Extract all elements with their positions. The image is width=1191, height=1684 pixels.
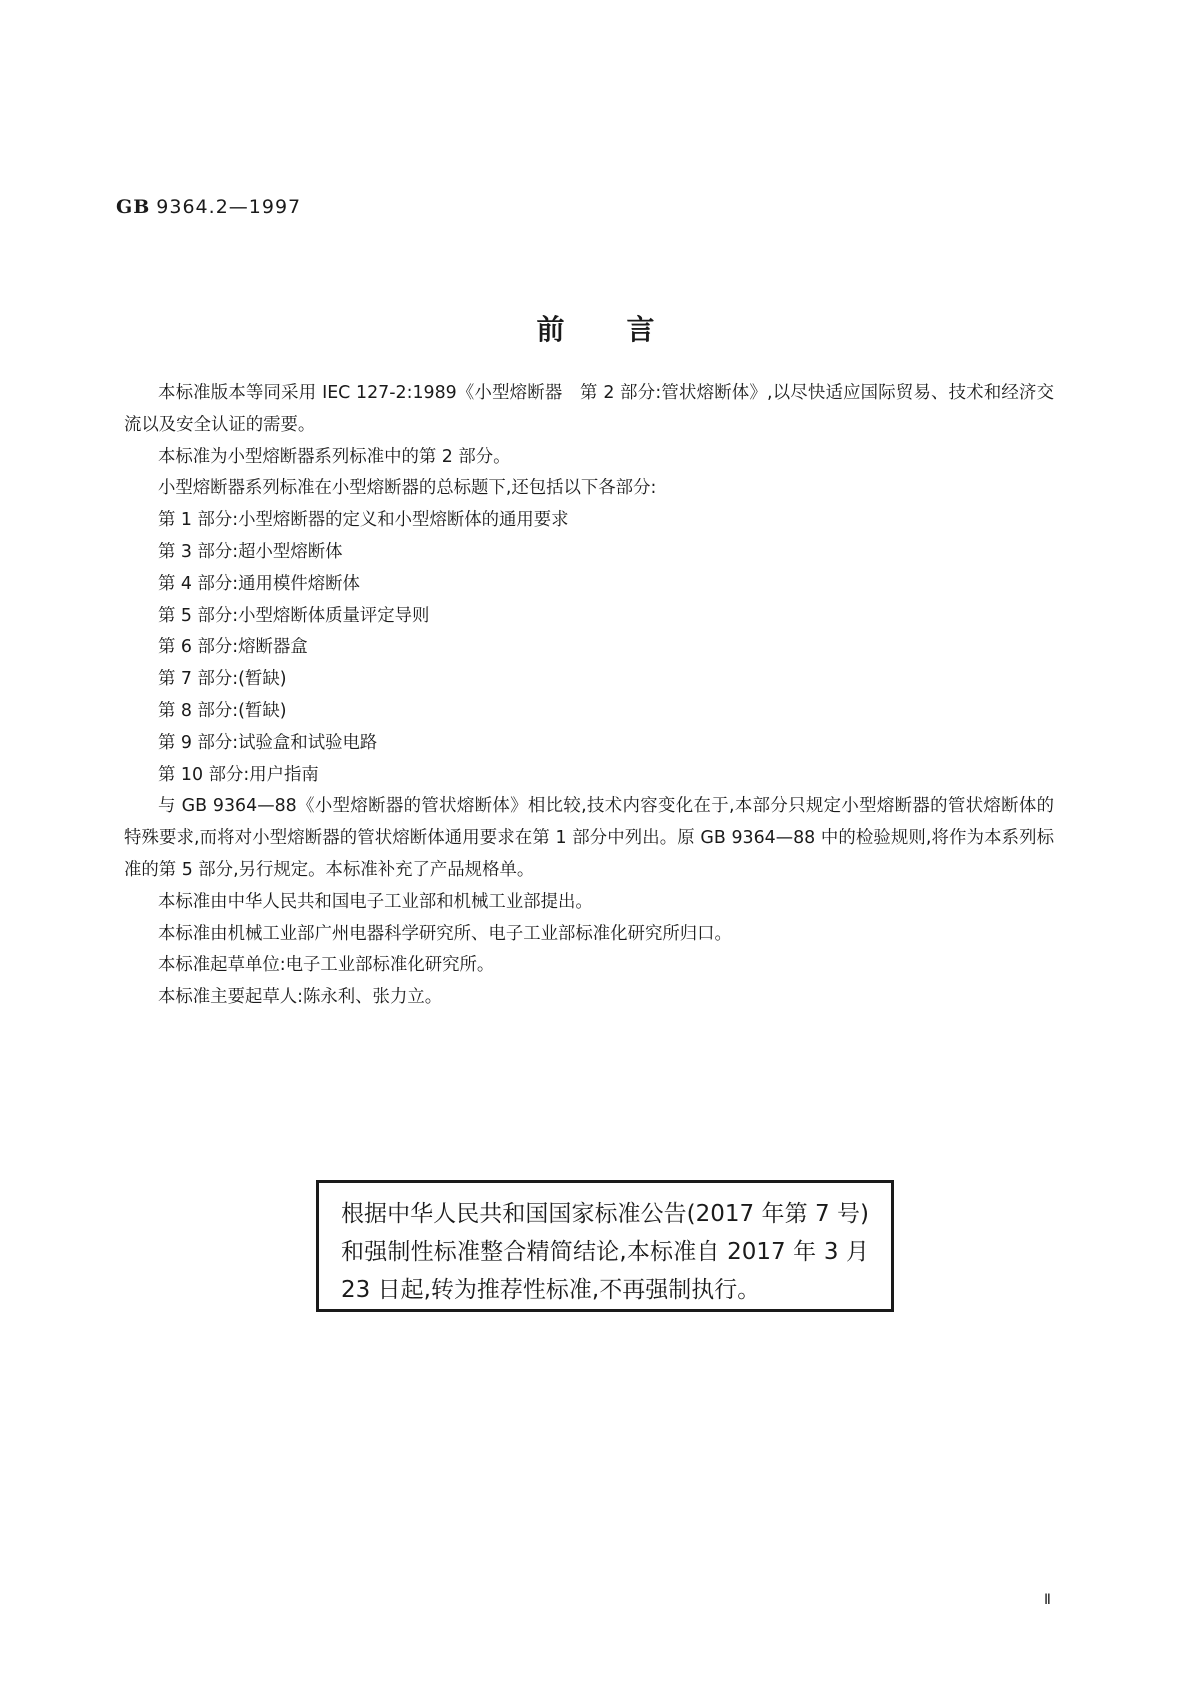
paragraph: 本标准版本等同采用 IEC 127-2:1989《小型熔断器 第 2 部分:管状熔断体》,以尽快适应国际贸易、技术和经济交流以及安全认证的需要。 [124,383,1054,435]
part-list-item: 第 7 部分:(暂缺) [158,669,287,690]
paragraph: 与 GB 9364—88《小型熔断器的管状熔断体》相比较,技术内容变化在于,本部分只规定小型熔断器的管状熔断体的特殊要求,而将对小型熔断器的管状熔断体通用要求在第 1 部分中列出。原 GB 9364—88 中的检验规则,将作为本系列标准的第 5 部分,另行规定。本标准补充了产品规格单。 [124,796,1054,880]
part-list-item: 第 1 部分:小型熔断器的定义和小型熔断体的通用要求 [158,510,569,531]
part-list-item: 第 10 部分:用户指南 [158,764,319,785]
paragraph: 本标准主要起草人:陈永利、张力立。 [158,987,443,1008]
standard-prefix: GB [116,196,151,218]
paragraph: 小型熔断器系列标准在小型熔断器的总标题下,还包括以下各部分: [158,478,657,499]
paragraph: 本标准为小型熔断器系列标准中的第 2 部分。 [158,446,511,467]
paragraph: 本标准由机械工业部广州电器科学研究所、电子工业部标准化研究所归口。 [158,923,732,944]
part-list-item: 第 6 部分:熔断器盒 [158,637,308,658]
status-notice-box: 根据中华人民共和国国家标准公告(2017 年第 7 号)和强制性标准整合精简结论,本标准自 2017 年 3 月 23 日起,转为推荐性标准,不再强制执行。 [316,1180,894,1312]
foreword-body [124,378,1054,1014]
part-list-item: 第 3 部分:超小型熔断体 [158,541,343,562]
page-title: 前言 [536,313,717,346]
part-list-item: 第 8 部分:(暂缺) [158,700,287,721]
paragraph: 本标准起草单位:电子工业部标准化研究所。 [158,955,495,976]
part-list-item: 第 9 部分:试验盒和试验电路 [158,732,378,753]
paragraph: 本标准由中华人民共和国电子工业部和机械工业部提出。 [158,891,593,912]
part-list-item: 第 5 部分:小型熔断体质量评定导则 [158,605,430,626]
part-list-item: 第 4 部分:通用模件熔断体 [158,573,360,594]
page-number: Ⅱ [1044,1592,1051,1608]
standard-code [116,196,301,218]
standard-number: 9364.2—1997 [156,196,302,218]
